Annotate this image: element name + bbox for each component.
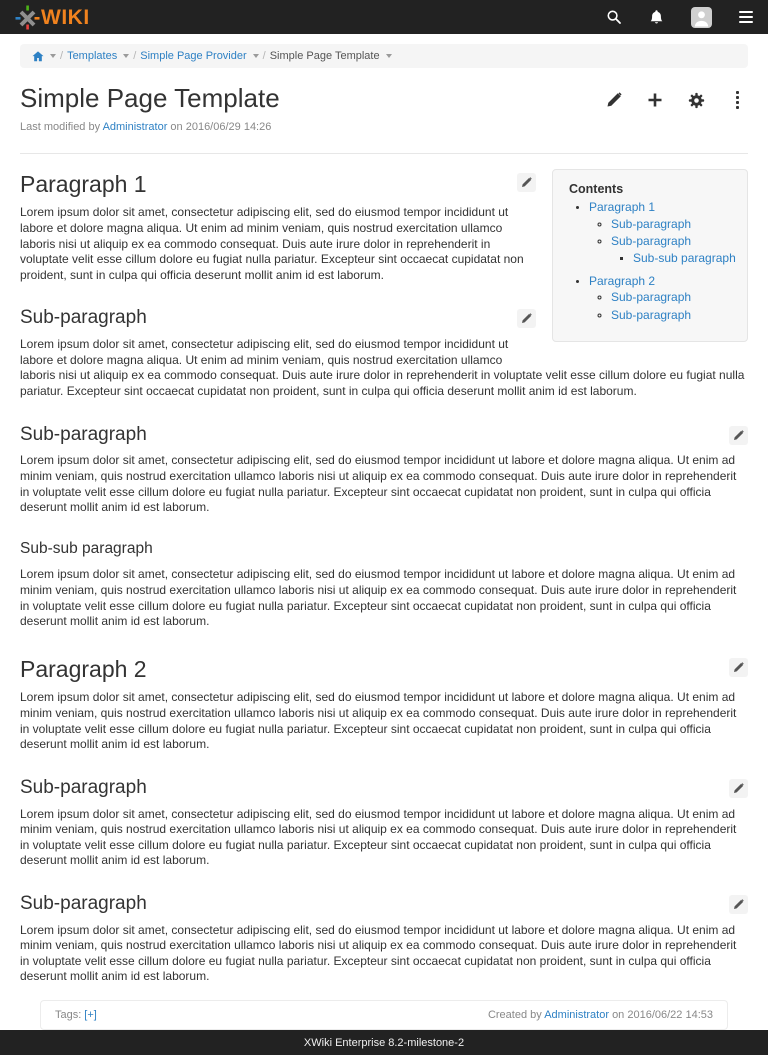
xwiki-logo-x-icon xyxy=(15,5,40,30)
chevron-down-icon[interactable] xyxy=(386,54,392,58)
section-edit-button[interactable] xyxy=(729,426,748,445)
created-prefix: Created by xyxy=(487,1009,542,1022)
section-title: Paragraph 2 xyxy=(20,655,147,682)
toc-link[interactable]: Sub-paragraph xyxy=(611,307,692,322)
toc-link[interactable]: Paragraph 2 xyxy=(589,273,656,288)
version-footer xyxy=(0,1030,768,1055)
created-area xyxy=(488,1009,713,1021)
admin-gear-button[interactable] xyxy=(687,91,705,109)
breadcrumb xyxy=(20,44,748,68)
breadcrumb-home xyxy=(32,51,56,62)
notifications-bell-icon[interactable] xyxy=(649,9,664,25)
breadcrumb-link[interactable]: Templates xyxy=(67,50,118,62)
toc-item xyxy=(589,273,739,326)
toc-item xyxy=(611,307,739,323)
document-content xyxy=(20,154,748,1030)
created-suffix: on 2016/06/22 14:53 xyxy=(612,1009,713,1022)
top-navbar xyxy=(0,0,768,34)
breadcrumb-separator: / xyxy=(60,50,64,62)
section-title: Sub-paragraph xyxy=(20,307,147,329)
create-page-button[interactable] xyxy=(646,91,664,109)
user-avatar[interactable] xyxy=(691,7,712,28)
toc-link[interactable]: Sub-sub paragraph xyxy=(633,250,736,265)
tags-label: Tags: xyxy=(55,1009,82,1022)
section-title: Sub-paragraph xyxy=(20,776,147,798)
section-body: Lorem ipsum dolor sit amet, consectetur adipiscing elit, sed do eiusmod tempor incididunt ut labore et dolore magna aliqua. Ut enim ad minim veniam, quis nostrud exercitation ullamco laboris nisi ut aliquip ex ea commodo consequat. Duis aute irure dolor in reprehenderit in voluptate velit esse cillum dolore eu fugiat nulla pariatur. Excepteur sint occaecat cupidatat non proident, sunt in culpa qui officia deserunt mollit anim id est laborum. xyxy=(20,690,737,752)
pencil-icon xyxy=(733,430,744,441)
section-body: Lorem ipsum dolor sit amet, consectetur adipiscing elit, sed do eiusmod tempor incididunt ut labore et dolore magna aliqua. Ut enim ad minim veniam, quis nostrud exercitation ullamco laboris nisi ut aliquip ex ea commodo consequat. Duis aute irure dolor in reprehenderit in voluptate velit esse cillum dolore eu fugiat nulla pariatur. Excepteur sint occaecat cupidatat non proident, sunt in culpa qui officia deserunt mollit anim id est laborum. xyxy=(20,922,737,984)
docinfo-bar xyxy=(40,1000,728,1030)
modified-author-link[interactable]: Administrator xyxy=(102,120,168,133)
section-edit-button[interactable] xyxy=(517,173,536,192)
section-body: Lorem ipsum dolor sit amet, consectetur adipiscing elit, sed do eiusmod tempor incididunt ut labore et dolore magna aliqua. Ut enim ad minim veniam, quis nostrud exercitation ullamco laboris nisi ut aliquip ex ea commodo consequat. Duis aute irure dolor in reprehenderit in voluptate velit esse cillum dolore eu fugiat nulla pariatur. Excepteur sint occaecat cupidatat non proident, sunt in culpa qui officia deserunt mollit anim id est laborum. xyxy=(20,453,737,515)
section-body: Lorem ipsum dolor sit amet, consectetur adipiscing elit, sed do eiusmod tempor incididunt ut labore et dolore magna aliqua. Ut enim ad minim veniam, quis nostrud exercitation ullamco laboris nisi ut aliquip ex ea commodo consequat. Duis aute irure dolor in reprehenderit in voluptate velit esse cillum dolore eu fugiat nulla pariatur. Excepteur sint occaecat cupidatat non proident, sunt in culpa qui officia deserunt mollit anim id est laborum. xyxy=(20,567,737,629)
chevron-down-icon[interactable] xyxy=(253,54,259,58)
pencil-icon xyxy=(521,177,532,188)
title-row xyxy=(20,84,748,114)
breadcrumb-link[interactable]: Simple Page Provider xyxy=(140,50,247,62)
toc-item xyxy=(611,233,739,268)
section-heading xyxy=(20,656,748,684)
breadcrumb-item xyxy=(270,50,392,62)
add-tag-button[interactable]: [+] xyxy=(84,1009,97,1022)
search-icon[interactable] xyxy=(606,9,622,25)
section-heading xyxy=(20,893,748,916)
chevron-down-icon[interactable] xyxy=(50,54,56,58)
section-title: Sub-paragraph xyxy=(20,423,147,445)
contents-title: Contents xyxy=(569,181,624,196)
section-heading xyxy=(20,424,748,447)
hamburger-menu-icon[interactable] xyxy=(739,11,753,23)
section-edit-button[interactable] xyxy=(517,309,536,328)
breadcrumb-item xyxy=(140,50,258,62)
pencil-icon xyxy=(521,313,532,324)
last-modified-prefix: Last modified by xyxy=(20,120,101,133)
toc-item xyxy=(611,289,739,305)
breadcrumb-current-page: Simple Page Template xyxy=(269,50,380,62)
toc-list xyxy=(589,289,739,323)
section-heading xyxy=(20,540,748,559)
section-edit-button[interactable] xyxy=(729,658,748,677)
toc-link[interactable]: Paragraph 1 xyxy=(589,199,656,214)
section-title: Sub-paragraph xyxy=(20,892,147,914)
last-modified-suffix: on 2016/06/29 14:26 xyxy=(170,120,272,133)
toc-list xyxy=(569,199,739,326)
toc-link[interactable]: Sub-paragraph xyxy=(611,234,692,249)
page-actions xyxy=(605,84,748,109)
contents-panel xyxy=(552,169,748,342)
xwiki-logo[interactable] xyxy=(15,5,90,30)
pencil-icon xyxy=(733,783,744,794)
version-text: XWiki Enterprise 8.2-milestone-2 xyxy=(303,1036,465,1049)
navbar-actions xyxy=(606,7,753,28)
xwiki-logo-text: WIKI xyxy=(41,5,90,29)
section-title: Sub-sub paragraph xyxy=(20,539,153,557)
breadcrumb-item xyxy=(67,50,129,62)
breadcrumb-separator: / xyxy=(262,50,266,62)
chevron-down-icon[interactable] xyxy=(123,54,129,58)
section-body: Lorem ipsum dolor sit amet, consectetur adipiscing elit, sed do eiusmod tempor incididunt ut labore et dolore magna aliqua. Ut enim ad minim veniam, quis nostrud exercitation ullamco laboris nisi ut aliquip ex ea commodo consequat. Duis aute irure dolor in reprehenderit in voluptate velit esse cillum dolore eu fugiat nulla pariatur. Excepteur sint occaecat cupidatat non proident, sunt in culpa qui officia deserunt mollit anim id est laborum. xyxy=(20,806,737,868)
last-modified-line xyxy=(20,121,748,133)
section-body: Lorem ipsum dolor sit amet, consectetur adipiscing elit, sed do eiusmod tempor incididunt ut labore et dolore magna aliqua. Ut enim ad minim veniam, quis nostrud exercitation ullamco laboris nisi ut aliquip ex ea commodo consequat. Duis aute irure dolor in reprehenderit in voluptate velit esse cillum dolore eu fugiat nulla pariatur. Excepteur sint occaecat cupidatat non proident, sunt in culpa qui officia deserunt mollit anim id est laborum. xyxy=(20,205,524,282)
toc-item xyxy=(589,199,739,271)
section-body: Lorem ipsum dolor sit amet, consectetur adipiscing elit, sed do eiusmod tempor incididunt ut labore et dolore magna aliqua. Ut enim ad minim veniam, quis nostrud exercitation ullamco laboris nisi ut aliquip ex ea commodo consequat. Duis aute irure dolor in reprehenderit in voluptate velit esse cillum dolore eu fugiat nulla pariatur. Excepteur sint occaecat cupidatat non proident, sunt in culpa qui officia deserunt mollit anim id est laborum. xyxy=(20,337,745,399)
section-edit-button[interactable] xyxy=(729,895,748,914)
more-actions-kebab-button[interactable] xyxy=(728,91,746,109)
pencil-icon xyxy=(733,662,744,673)
edit-page-button[interactable] xyxy=(605,91,623,109)
toc-link[interactable]: Sub-paragraph xyxy=(611,216,692,231)
section-heading xyxy=(20,777,748,800)
toc-list xyxy=(611,250,739,266)
section-edit-button[interactable] xyxy=(729,779,748,798)
toc-item xyxy=(633,250,739,266)
toc-item xyxy=(611,216,739,232)
section-title: Paragraph 1 xyxy=(20,170,147,197)
home-icon[interactable] xyxy=(32,51,44,62)
tags-area xyxy=(55,1009,97,1021)
toc-link[interactable]: Sub-paragraph xyxy=(611,290,692,305)
page-title: Simple Page Template xyxy=(20,83,280,113)
toc-list xyxy=(589,216,739,269)
breadcrumb-separator: / xyxy=(133,50,137,62)
pencil-icon xyxy=(733,899,744,910)
created-author-link[interactable]: Administrator xyxy=(544,1009,609,1022)
